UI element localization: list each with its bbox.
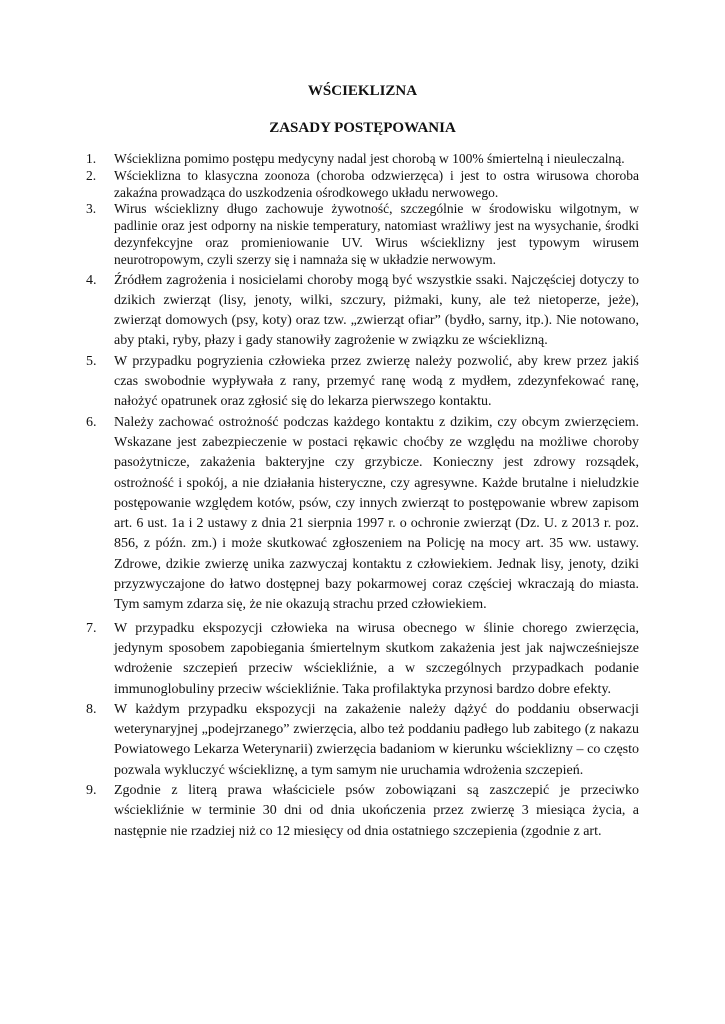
item-number: 2. (86, 167, 97, 183)
list-item (86, 619, 639, 700)
list-item (86, 271, 639, 352)
item-text: W każdym przypadku ekspozycji na zakażenie należy dążyć do poddaniu obserwacji weterynaryjnej „podejrzanego” zwierzęcia, albo też poddaniu padłego lub zabitego (z nakazu Powiatowego Lekarza Weterynarii) zwierzęcia badaniom w kierunku wścieklizny – co często pozwala wykluczyć wściekliznę, a tym samym nie uruchamia wdrożenia szczepień. (114, 701, 639, 778)
item-text: Wścieklizna to klasyczna zoonoza (choroba odzwierzęca) i jest to ostra wirusowa choroba zakaźna prowadząca do uszkodzenia ośrodkowego układu nerwowego. (114, 167, 639, 200)
list-item (86, 781, 639, 842)
list-item (86, 151, 639, 168)
list-item (86, 352, 639, 413)
item-text: Wścieklizna pomimo postępu medycyny nadal jest chorobą w 100% śmiertelną i nieuleczalną. (114, 151, 625, 166)
item-text: Zgodnie z literą prawa właściciele psów zobowiązani są zaszczepić je przeciwko wściekliźnie w terminie 30 dni od dnia ukończenia przez zwierzę 3 miesiąca życia, a następnie nie rzadziej niż co 12 miesięcy od dnia ostatniego szczepienia (zgodnie z art. (114, 783, 639, 839)
list-item (86, 168, 639, 202)
item-text: Wirus wścieklizny długo zachowuje żywotność, szczególnie w środowisku wilgotnym, w padlinie oraz jest odporny na niskie temperatury, natomiast wrażliwy jest na wysychanie, środki dezynfekcyjne oraz promieniowanie UV. Wirus wścieklizny jest typowym wirusem neurotropowym, czyli szerzy się i namnaża się w układzie nerwowym. (114, 201, 639, 267)
item-text: Należy zachować ostrożność podczas każdego kontaktu z dzikim, czy obcym zwierzęciem. Wskazane jest zabezpieczenie w postaci rękawic choćby ze względu na możliwe choroby pasożytnicze, zakażenia bakteryjne czy grzybicze. Konieczny jest zdrowy rozsądek, ostrożność i spokój, a nie działania histeryczne, czy agresywne. Każde brutalne i nieludzkie postępowanie względem kotów, psów, czy innych zwierząt to postępowanie wbrew zapisom art. 6 ust. 1a i 2 ustawy z dnia 21 sierpnia 1997 r. o ochronie zwierząt (Dz. U. z 2013 r. poz. 856, z późn. zm.) i może skutkować zgłoszeniem na Policję na mocy art. 35 ww. ustawy. Zdrowe, dzikie zwierzę unika zazwyczaj kontaktu z człowiekiem. Jednak lisy, jenoty, dziki przyzwyczajone do łatwo dostępnej bazy pokarmowej coraz częściej wkraczają do miasta. Tym samym zdarza się, że nie okazują strachu przed człowiekiem. (114, 414, 639, 613)
item-number: 1. (86, 151, 97, 166)
rules-list (86, 151, 639, 842)
list-item (86, 413, 639, 616)
item-number: 6. (86, 414, 97, 430)
document-title: WŚCIEKLIZNA (307, 83, 418, 99)
document-subtitle: ZASADY POSTĘPOWANIA (269, 120, 456, 136)
item-number: 4. (86, 272, 97, 288)
list-item (86, 201, 639, 268)
item-number: 9. (86, 783, 97, 798)
item-number: 5. (86, 353, 97, 369)
item-number: 7. (86, 620, 97, 636)
item-text: W przypadku ekspozycji człowieka na wirusa obecnego w ślinie chorego zwierzęcia, jedynym sposobem zapobiegania śmiertelnym skutkom zakażenia jest jak najwcześniejsze wdrożenie szczepień przeciw wściekliźnie, a w szczególnych przypadkach podanie immunoglobuliny przeciw wściekliźnie. Taka profilaktyka przynosi bardzo dobre efekty. (114, 620, 639, 697)
item-number: 3. (86, 201, 97, 217)
item-text: Źródłem zagrożenia i nosicielami choroby mogą być wszystkie ssaki. Najczęściej dotyczy to dzikich zwierząt (lisy, jenoty, wilki, szczury, piżmaki, kuny, ale też nietoperze, jeże), zwierząt domowych (psy, koty) oraz tzw. „zwierząt ofiar” (bydło, sarny, itp.). Nie notowano, aby ptaki, ryby, płazy i gady stanowiły zagrożenie w związku ze wścieklizną. (114, 272, 639, 349)
item-text: W przypadku pogryzienia człowieka przez zwierzę należy pozwolić, aby krew przez jakiś czas swobodnie wypływała z rany, przemyć ranę wodą z mydłem, zdezynfekować ranę, nałożyć opatrunek oraz zgłosić się do lekarza pierwszego kontaktu. (114, 353, 639, 410)
item-number: 8. (86, 701, 97, 717)
list-item (86, 700, 639, 781)
